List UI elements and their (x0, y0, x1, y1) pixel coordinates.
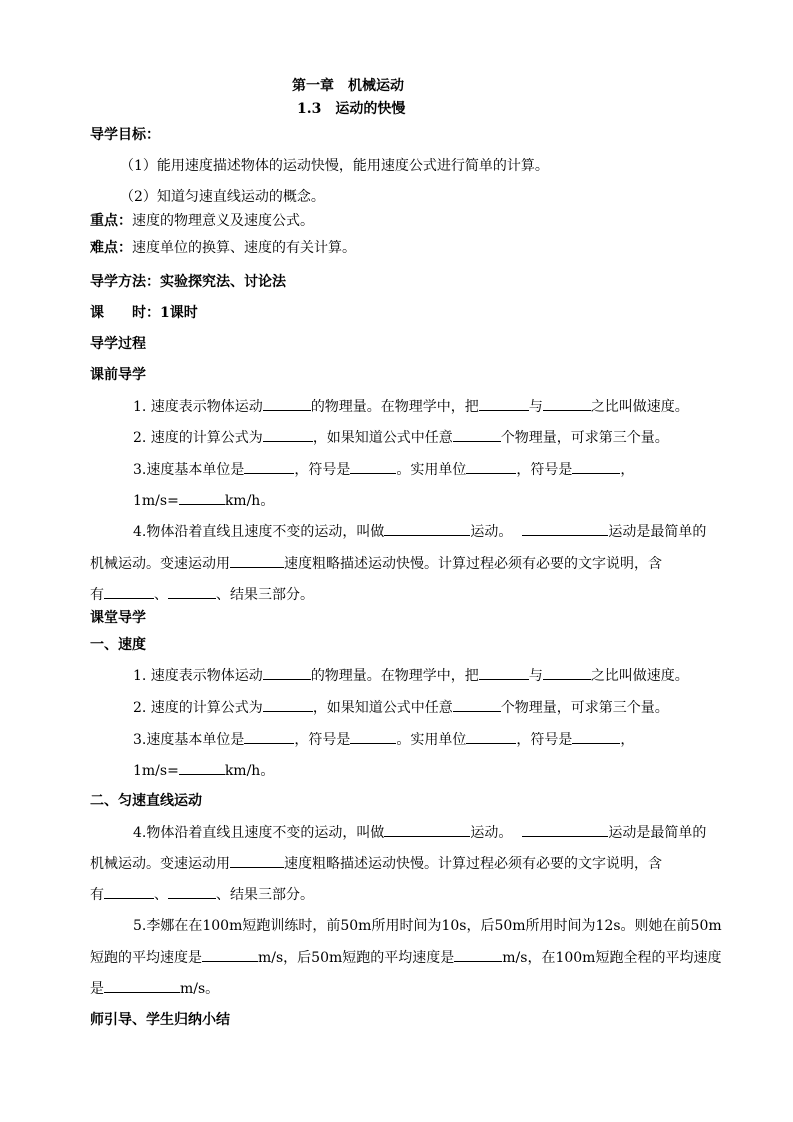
answer-blank[interactable] (384, 823, 470, 837)
difficulty-label: 难点： (90, 240, 132, 256)
question-text: ，符号是 (294, 462, 351, 478)
question-text: 的物理量。在物理学中，把 (310, 399, 479, 415)
question-text: 个物理量，可求第三个量。 (500, 700, 669, 716)
question-line (133, 698, 669, 717)
question-text: 1. 速度表示物体运动 (133, 399, 263, 415)
question-text: 有 (90, 887, 104, 903)
class-hours (90, 304, 198, 322)
answer-blank[interactable] (350, 730, 396, 744)
question-text: m/s，在100m短跑全程的平均速度 (502, 950, 722, 966)
method (90, 273, 286, 291)
question-text: ，符号是 (516, 462, 573, 478)
answer-blank[interactable] (244, 730, 294, 744)
answer-blank[interactable] (168, 585, 216, 599)
question-text: 有 (90, 587, 104, 603)
question-text: 机械运动。变速运动用 (90, 856, 230, 872)
objective-item: （2）知道匀速直线运动的概念。 (120, 189, 325, 205)
answer-blank[interactable] (522, 522, 608, 536)
question-text: 之比叫做速度。 (590, 399, 689, 415)
difficulty (90, 239, 356, 257)
section-heading-uniform-motion: 二、匀速直线运动 (90, 793, 202, 809)
question-text: m/s。 (180, 981, 220, 997)
difficulty-text: 速度单位的换算、速度的有关计算。 (132, 240, 356, 256)
key-point-text: 速度的物理意义及速度公式。 (132, 213, 314, 229)
question-line (133, 761, 274, 780)
question-line (133, 397, 689, 416)
question-text: 3.速度基本单位是 (133, 462, 245, 478)
question-text: 2. 速度的计算公式为 (133, 700, 263, 716)
answer-blank[interactable] (384, 522, 470, 536)
answer-blank[interactable] (104, 885, 154, 899)
question-text: 运动是最简单的 (608, 825, 707, 841)
process-heading: 导学过程 (90, 336, 146, 352)
method-text: 实验探究法、讨论法 (160, 274, 286, 290)
answer-blank[interactable] (479, 397, 529, 411)
question-text: 短跑的平均速度是 (90, 950, 202, 966)
answer-blank[interactable] (453, 428, 501, 442)
answer-blank[interactable] (179, 761, 225, 775)
question-text: 、 (154, 587, 168, 603)
question-text: ，符号是 (516, 732, 573, 748)
answer-blank[interactable] (466, 730, 516, 744)
objectives-heading: 导学目标： (90, 127, 160, 143)
question-text: 、结果三部分。 (216, 887, 314, 903)
answer-blank[interactable] (350, 460, 396, 474)
answer-blank[interactable] (453, 698, 501, 712)
question-line (90, 585, 314, 604)
answer-blank[interactable] (572, 460, 620, 474)
question-line (133, 730, 634, 749)
answer-blank[interactable] (263, 397, 311, 411)
question-line (90, 979, 219, 998)
question-text: 3.速度基本单位是 (133, 732, 245, 748)
answer-blank[interactable] (202, 948, 258, 962)
answer-blank[interactable] (230, 854, 284, 868)
objective-item: （1）能用速度描述物体的运动快慢，能用速度公式进行简单的计算。 (120, 158, 549, 174)
method-label: 导学方法： (90, 274, 160, 290)
question-text: 个物理量，可求第三个量。 (500, 430, 669, 446)
answer-blank[interactable] (179, 491, 225, 505)
summary-heading: 师引导、学生归纳小结 (90, 1012, 230, 1028)
question-line (133, 666, 689, 685)
hours-label: 课 时： (90, 305, 160, 321)
question-text: 。实用单位 (396, 732, 467, 748)
question-text: ，如果知道公式中任意 (312, 700, 453, 716)
question-text: 机械运动。变速运动用 (90, 556, 230, 572)
question-line (90, 854, 662, 873)
answer-blank[interactable] (230, 554, 284, 568)
question-text: 。实用单位 (396, 462, 467, 478)
question-line (133, 522, 706, 541)
answer-blank[interactable] (244, 460, 294, 474)
question-text: ，如果知道公式中任意 (312, 430, 453, 446)
answer-blank[interactable] (572, 730, 620, 744)
question-line (90, 554, 662, 573)
answer-blank[interactable] (104, 585, 154, 599)
hours-text: 1课时 (160, 305, 198, 321)
question-text: 、结果三部分。 (216, 587, 314, 603)
question-text: 运动。 (470, 825, 513, 841)
key-point (90, 212, 314, 230)
question-text: 运动。 (470, 524, 513, 540)
section-title: 1.3 运动的快慢 (297, 101, 406, 117)
question-line (133, 460, 634, 479)
in-class-heading: 课堂导学 (90, 610, 146, 626)
question-line (133, 491, 274, 510)
answer-blank[interactable] (466, 460, 516, 474)
answer-blank[interactable] (263, 666, 311, 680)
question-text: 与 (528, 668, 543, 684)
question-line (90, 885, 314, 904)
chapter-title: 第一章 机械运动 (292, 78, 404, 94)
question-text: 的物理量。在物理学中，把 (310, 668, 479, 684)
question-text: 5.李娜在在100m短跑训练时，前50m所用时间为10s，后50m所用时间为12s。则她在前50m (133, 918, 722, 934)
answer-blank[interactable] (104, 979, 180, 993)
question-text: 速度粗略描述运动快慢。计算过程必须有必要的文字说明，含 (284, 856, 662, 872)
pre-class-heading: 课前导学 (90, 367, 146, 383)
question-text: km/h。 (224, 763, 275, 779)
question-line (90, 948, 721, 967)
question-text: 1. 速度表示物体运动 (133, 668, 263, 684)
answer-blank[interactable] (543, 666, 591, 680)
section-heading-speed: 一、速度 (90, 637, 146, 653)
question-text: ， (620, 732, 635, 748)
answer-blank[interactable] (454, 948, 502, 962)
question-text: 2. 速度的计算公式为 (133, 430, 263, 446)
question-text: ，符号是 (294, 732, 351, 748)
question-text: 与 (528, 399, 543, 415)
key-point-label: 重点： (90, 213, 132, 229)
question-text: km/h。 (224, 493, 275, 509)
question-text: 运动是最简单的 (608, 524, 707, 540)
question-text: 4.物体沿着直线且速度不变的运动，叫做 (133, 524, 385, 540)
question-text: 之比叫做速度。 (590, 668, 689, 684)
answer-blank[interactable] (263, 428, 313, 442)
question-text: 是 (90, 981, 104, 997)
question-line (133, 428, 669, 447)
question-text: 1m/s= (133, 493, 179, 509)
question-text: m/s，后50m短跑的平均速度是 (258, 950, 455, 966)
answer-blank[interactable] (522, 823, 608, 837)
answer-blank[interactable] (263, 698, 313, 712)
question-text: 1m/s= (133, 763, 179, 779)
question-line (133, 917, 722, 935)
question-text: 速度粗略描述运动快慢。计算过程必须有必要的文字说明，含 (284, 556, 662, 572)
question-text: ， (620, 462, 635, 478)
question-line (133, 823, 706, 842)
answer-blank[interactable] (543, 397, 591, 411)
question-text: 、 (154, 887, 168, 903)
question-text: 4.物体沿着直线且速度不变的运动，叫做 (133, 825, 385, 841)
answer-blank[interactable] (168, 885, 216, 899)
answer-blank[interactable] (479, 666, 529, 680)
